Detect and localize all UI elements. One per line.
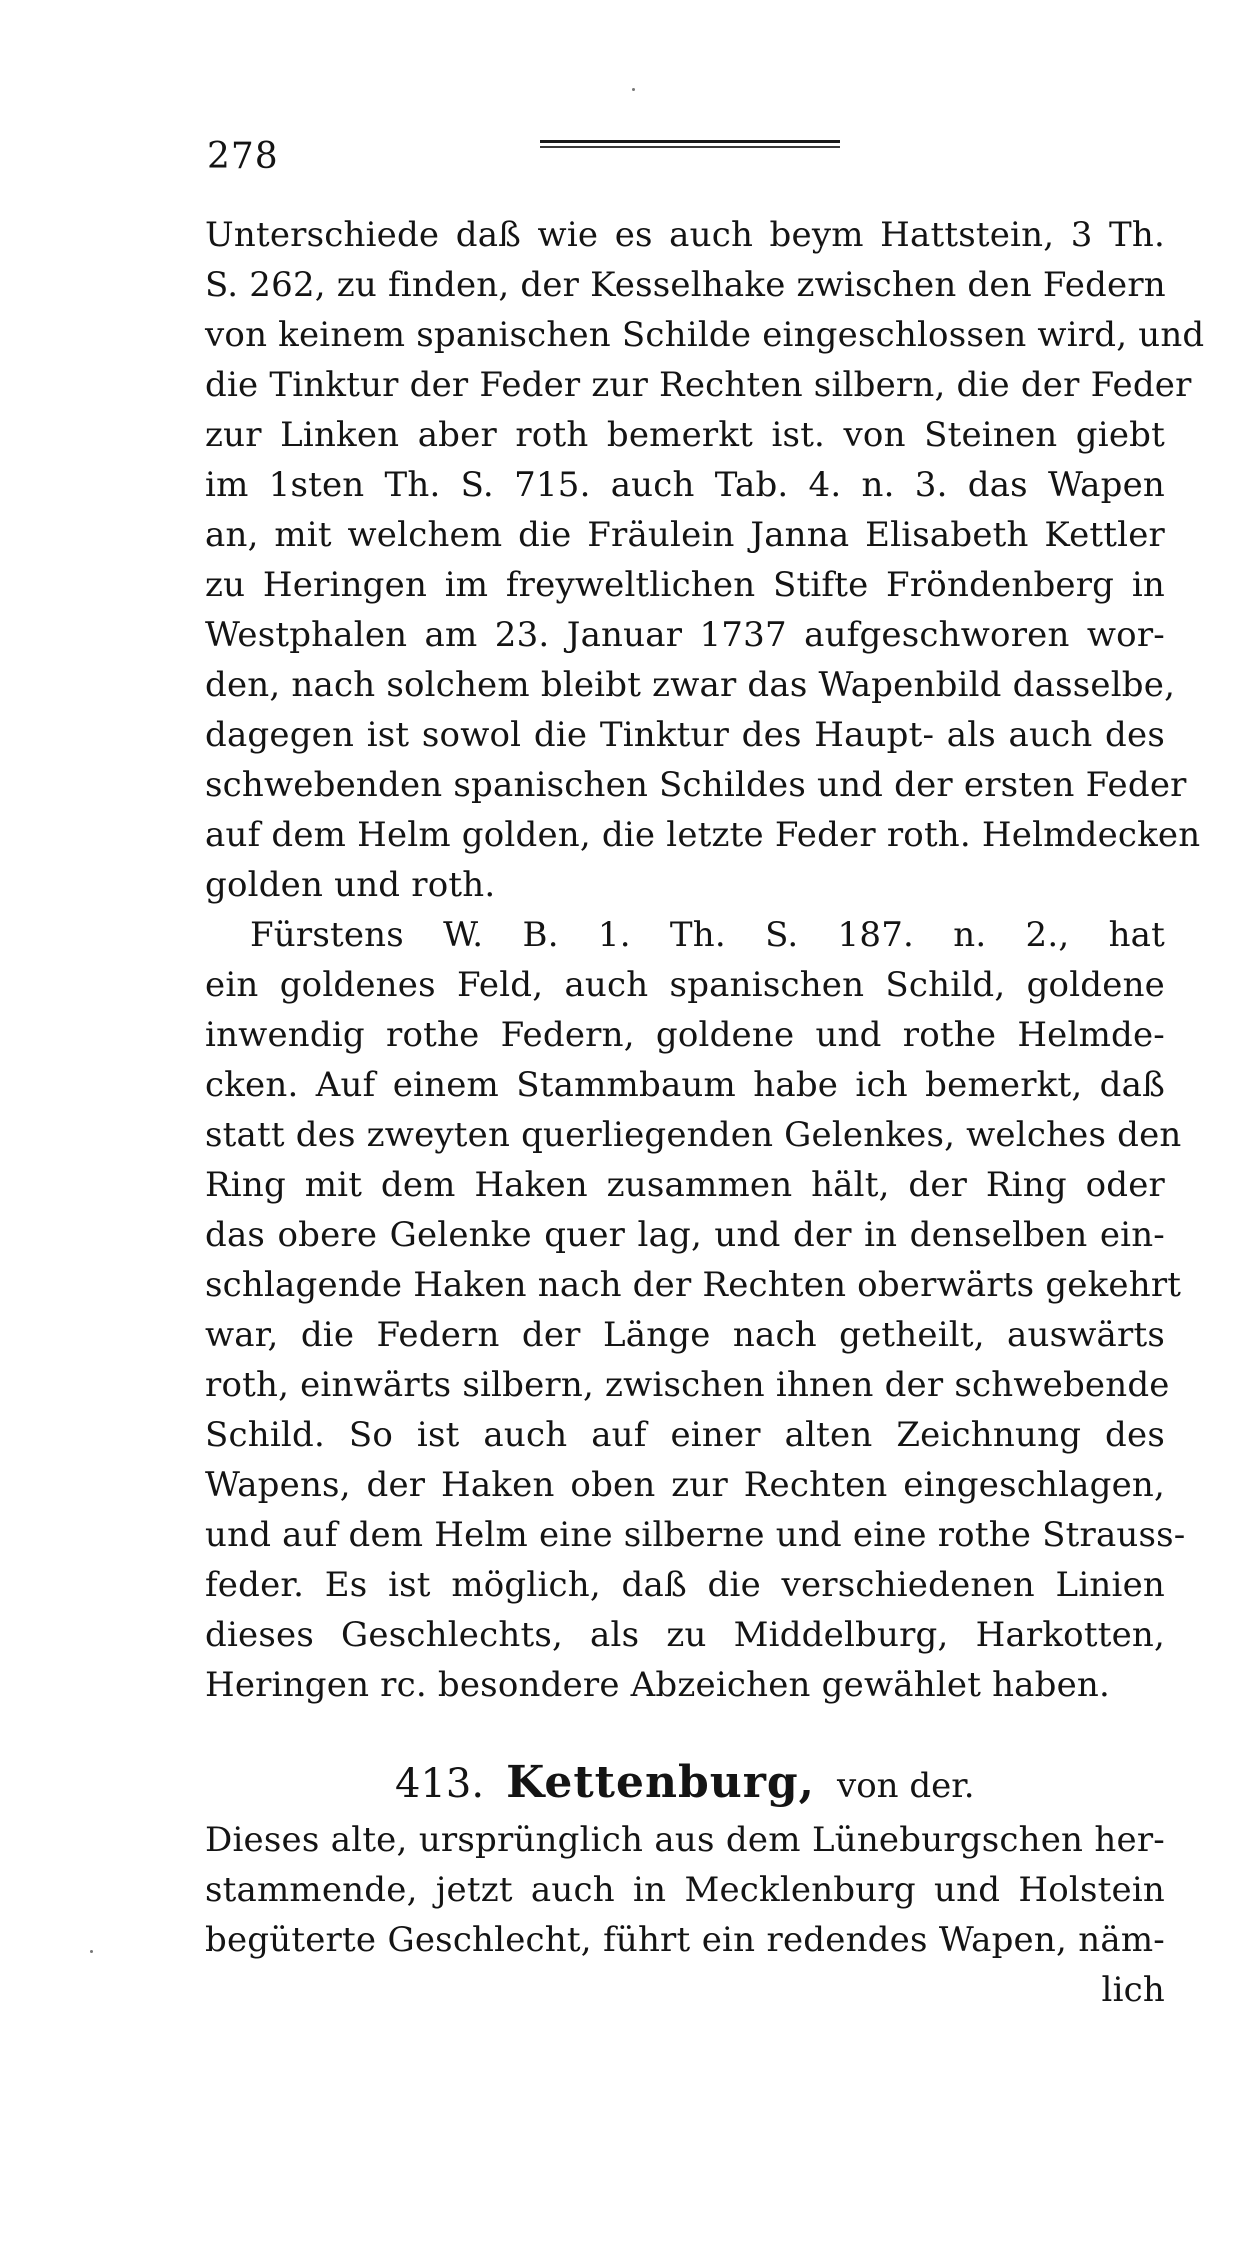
text-line: an, mit welchem die Fräulein Janna Elisabeth Kettler [205, 515, 1165, 555]
text-line: von keinem spanischen Schilde eingeschlossen wird, und [205, 315, 1205, 355]
text-line: S. 262, zu finden, der Kesselhake zwischen den Federn [205, 265, 1166, 305]
section-suffix: von der. [837, 1766, 975, 1806]
text-line: begüterte Geschlecht, führt ein redendes Wapen, näm- [205, 1920, 1165, 1960]
section-number: 413. [395, 1761, 485, 1807]
text-line: Heringen rc. besondere Abzeichen gewählet haben. [205, 1665, 1111, 1705]
text-line: und auf dem Helm eine silberne und eine rothe Strauss- [205, 1515, 1186, 1555]
text-line: Fürstens W. B. 1. Th. S. 187. n. 2., hat [250, 915, 1165, 955]
text-line: inwendig rothe Federn, goldene und rothe Helmde- [205, 1015, 1165, 1055]
text-line: Ring mit dem Haken zusammen hält, der Ring oder [205, 1165, 1165, 1205]
text-line: den, nach solchem bleibt zwar das Wapenbild dasselbe, [205, 665, 1176, 705]
text-line: Schild. So ist auch auf einer alten Zeichnung des [205, 1415, 1165, 1455]
text-line: dagegen ist sowol die Tinktur des Haupt- als auch des [205, 715, 1165, 755]
catchword: lich [1101, 1970, 1165, 2010]
text-line: ein goldenes Feld, auch spanischen Schild, goldene [205, 965, 1165, 1005]
text-line: schlagende Haken nach der Rechten oberwärts gekehrt [205, 1265, 1182, 1305]
paper-speck [90, 1950, 93, 1953]
text-line: das obere Gelenke quer lag, und der in denselben ein- [205, 1215, 1165, 1255]
text-line: zu Heringen im freyweltlichen Stifte Fröndenberg in [205, 565, 1165, 605]
text-line: im 1sten Th. S. 715. auch Tab. 4. n. 3. das Wapen [205, 465, 1165, 505]
page-number: 278 [207, 136, 279, 177]
text-line: statt des zweyten querliegenden Gelenkes, welches den [205, 1115, 1182, 1155]
paper-speck [632, 88, 635, 91]
header-rule [540, 140, 840, 154]
text-line: dieses Geschlechts, als zu Middelburg, Harkotten, [205, 1615, 1165, 1655]
section-name: Kettenburg, [506, 1757, 815, 1808]
text-line: Dieses alte, ursprünglich aus dem Lüneburgschen her- [205, 1820, 1165, 1860]
text-line: Wapens, der Haken oben zur Rechten eingeschlagen, [205, 1465, 1165, 1505]
text-line: Unterschiede daß wie es auch beym Hattstein, 3 Th. [205, 215, 1165, 255]
text-line: auf dem Helm golden, die letzte Feder roth. Helmdecken [205, 815, 1201, 855]
text-line: die Tinktur der Feder zur Rechten silbern, die der Feder [205, 365, 1192, 405]
text-line: stammende, jetzt auch in Mecklenburg und Holstein [205, 1870, 1165, 1910]
text-line: zur Linken aber roth bemerkt ist. von Steinen giebt [205, 415, 1165, 455]
text-line: roth, einwärts silbern, zwischen ihnen der schwebende [205, 1365, 1170, 1405]
section-heading [395, 1755, 975, 1814]
text-line: war, die Federn der Länge nach getheilt, auswärts [205, 1315, 1165, 1355]
text-line: schwebenden spanischen Schildes und der ersten Feder [205, 765, 1187, 805]
text-line: feder. Es ist möglich, daß die verschiedenen Linien [205, 1565, 1165, 1605]
text-line: cken. Auf einem Stammbaum habe ich bemerkt, daß [205, 1065, 1165, 1105]
text-line: Westphalen am 23. Januar 1737 aufgeschworen wor- [205, 615, 1165, 655]
text-line: golden und roth. [205, 865, 496, 905]
